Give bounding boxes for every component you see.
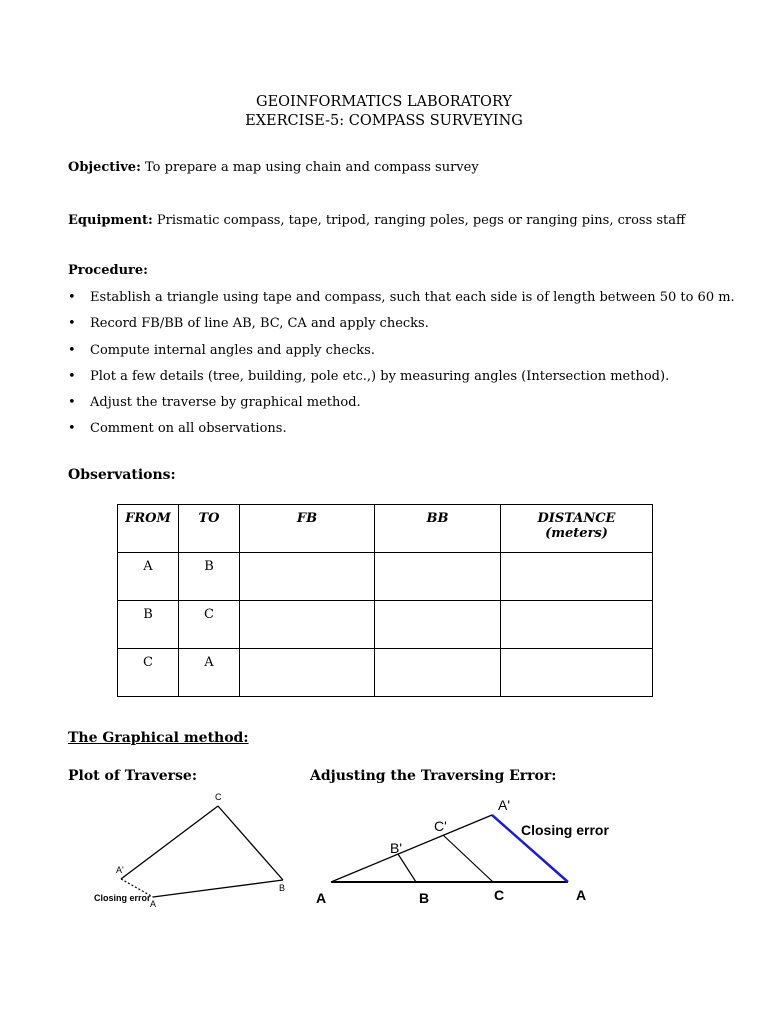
procedure-label: Procedure:: [68, 263, 148, 278]
procedure-step: • Adjust the traverse by graphical method.: [68, 393, 735, 419]
adjust-label-b: B: [419, 890, 430, 906]
bullet-icon: •: [68, 342, 76, 358]
bullet-icon: •: [68, 316, 76, 332]
cell-to: B: [179, 553, 240, 601]
distance-unit: (meters): [545, 526, 608, 541]
procedure-step: • Comment on all observations.: [68, 419, 735, 445]
col-distance: DISTANCE (meters): [501, 505, 653, 553]
bullet-icon: •: [68, 368, 76, 384]
equipment-text: Prismatic compass, tape, tripod, ranging poles, pegs or ranging pins, cross staff: [152, 213, 686, 228]
plot-heading: Plot of Traverse:: [68, 768, 197, 784]
procedure-step: • Compute internal angles and apply checks.: [68, 341, 735, 367]
plot-label-c: C: [215, 792, 222, 802]
adjust-label-c-prime: C': [434, 818, 447, 834]
adjust-label-c: C: [494, 887, 505, 903]
plot-label-a: A: [150, 899, 157, 909]
bullet-icon: •: [68, 395, 76, 411]
procedure-step: • Establish a triangle using tape and compass, such that each side is of length between 50 to 60 m.: [68, 288, 735, 314]
exercise-title: EXERCISE-5: COMPASS SURVEYING: [245, 113, 523, 129]
adjust-heading: Adjusting the Traversing Error:: [310, 768, 557, 784]
bullet-icon: •: [68, 421, 76, 437]
col-to: TO: [179, 505, 240, 553]
graphical-method-heading: The Graphical method:: [68, 730, 249, 746]
bullet-icon: •: [68, 290, 76, 305]
lab-title: GEOINFORMATICS LABORATORY: [255, 94, 512, 110]
col-bb: BB: [375, 505, 501, 553]
adjust-line-b: [398, 854, 416, 882]
plot-label-b: B: [279, 883, 286, 893]
objective-label: Objective:: [68, 160, 141, 175]
plot-closing-error-label: Closing error: [94, 893, 151, 903]
col-fb: FB: [240, 505, 375, 553]
adjust-closing-error-label: Closing error: [521, 822, 609, 838]
objective-text: To prepare a map using chain and compass survey: [140, 160, 479, 175]
adjust-line-c: [443, 835, 493, 882]
plot-label-a-prime: A': [116, 865, 124, 875]
adjust-label-a-end: A: [576, 887, 587, 903]
adjust-label-a-prime: A': [498, 797, 511, 813]
adjust-diagonal-line: [331, 815, 492, 882]
equipment-label: Equipment:: [68, 213, 153, 228]
observations-heading: Observations:: [68, 467, 176, 483]
cell-from: C: [118, 649, 179, 697]
cell-from: A: [118, 553, 179, 601]
cell-to: A: [179, 649, 240, 697]
col-from: FROM: [118, 505, 179, 553]
procedure-step: • Plot a few details (tree, building, pole etc.,) by measuring angles (Intersection method).: [68, 367, 735, 393]
procedure-step: • Record FB/BB of line AB, BC, CA and apply checks.: [68, 314, 735, 340]
cell-from: B: [118, 601, 179, 649]
adjust-label-a-start: A: [316, 890, 327, 906]
cell-to: C: [179, 601, 240, 649]
adjust-label-b-prime: B': [390, 840, 403, 856]
